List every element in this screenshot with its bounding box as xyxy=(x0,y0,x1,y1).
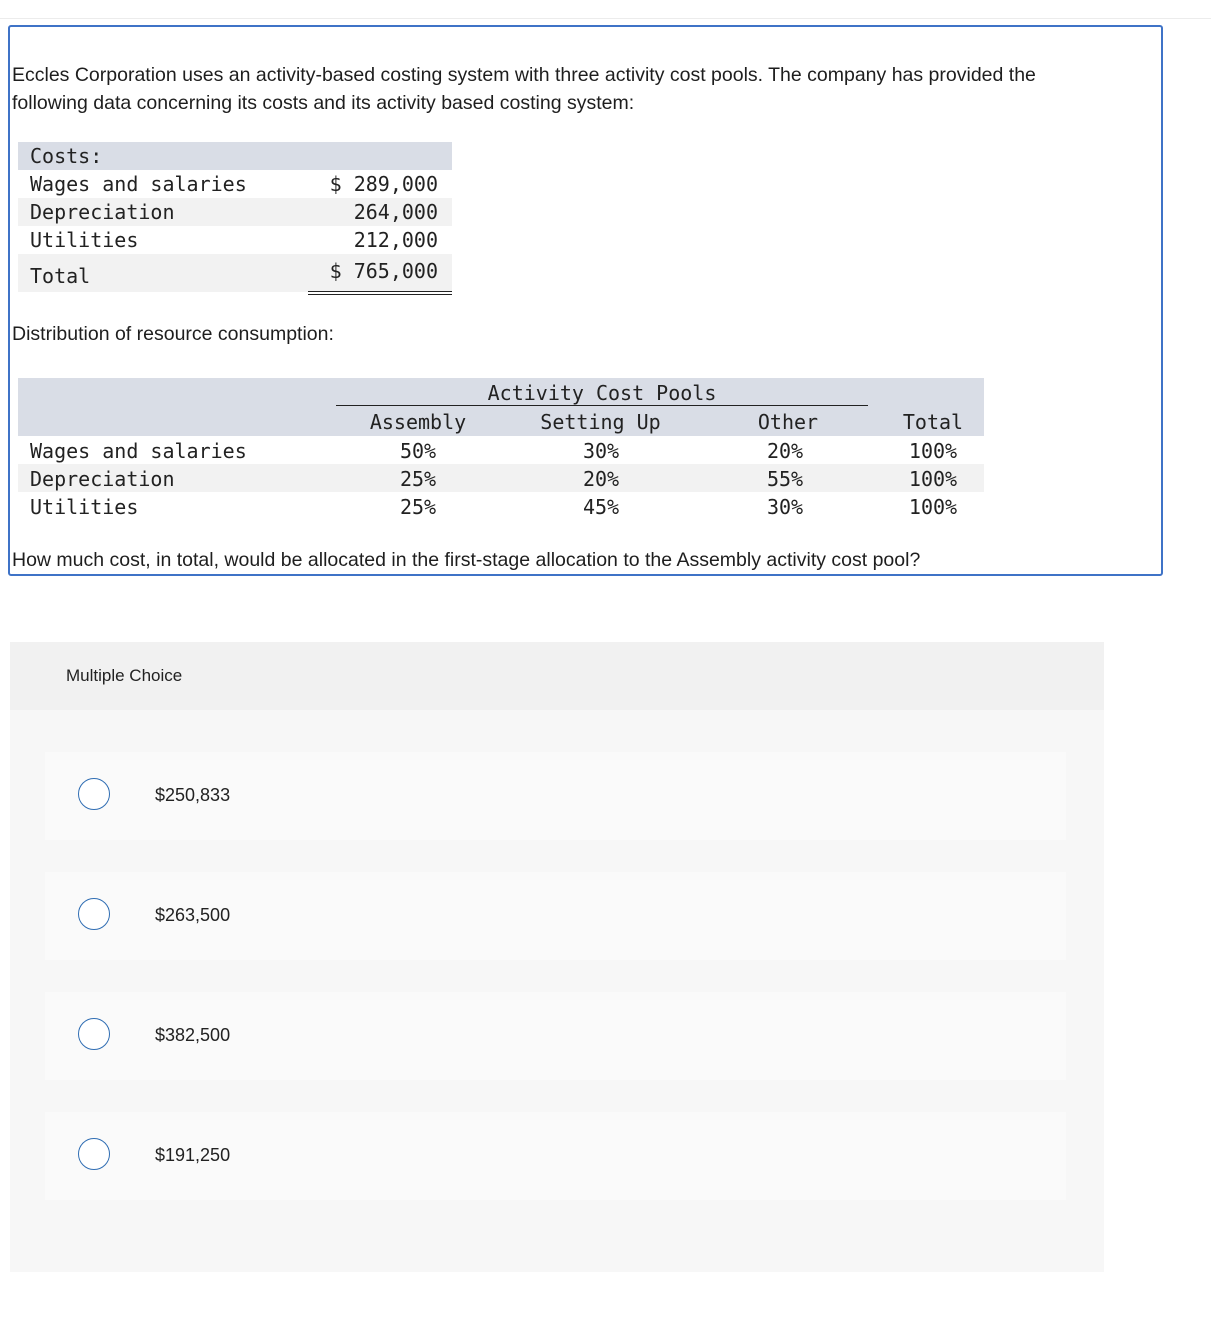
cell-setting-up: 20% xyxy=(582,467,620,491)
table-row xyxy=(18,226,452,254)
cell-total: 100% xyxy=(908,439,958,463)
answer-option[interactable] xyxy=(45,992,1066,1080)
table-row xyxy=(18,198,452,226)
radio-button[interactable] xyxy=(78,898,110,930)
total-double-rule-top xyxy=(308,291,452,292)
answer-option[interactable] xyxy=(45,752,1066,840)
cell-assembly: 25% xyxy=(399,495,437,519)
multiple-choice-header xyxy=(10,642,1104,710)
costs-table xyxy=(18,142,452,292)
table-group-header-row xyxy=(18,378,984,407)
radio-button[interactable] xyxy=(78,1018,110,1050)
answer-option-label[interactable]: $382,500 xyxy=(155,1025,231,1045)
cell-other: 30% xyxy=(766,495,804,519)
column-header-setting-up: Setting Up xyxy=(540,410,661,434)
costs-header: Costs: xyxy=(30,144,103,168)
cost-total-label: Total xyxy=(30,264,91,288)
cost-label: Wages and salaries xyxy=(30,172,247,196)
distribution-table xyxy=(18,378,984,520)
multiple-choice-panel xyxy=(10,642,1104,1272)
cost-amount: 264,000 xyxy=(353,200,438,224)
activity-cost-pools-header: Activity Cost Pools xyxy=(487,381,717,405)
multiple-choice-title: Multiple Choice xyxy=(66,666,183,685)
table-row xyxy=(18,436,984,464)
cost-label: Utilities xyxy=(30,228,139,252)
cell-setting-up: 45% xyxy=(582,495,620,519)
cost-label: Depreciation xyxy=(30,200,175,224)
table-header-row xyxy=(18,407,984,436)
answer-option-label[interactable]: $191,250 xyxy=(155,1145,231,1165)
total-double-rule-bottom xyxy=(308,294,452,295)
cost-total-amount: $ 765,000 xyxy=(329,259,438,283)
costs-total-row xyxy=(18,254,452,292)
table-row xyxy=(18,170,452,198)
cost-amount: 212,000 xyxy=(353,228,438,252)
table-row xyxy=(18,464,984,492)
cell-other: 20% xyxy=(766,439,804,463)
costs-header-row xyxy=(18,142,452,170)
cell-other: 55% xyxy=(766,467,804,491)
row-label: Depreciation xyxy=(30,467,175,491)
row-label: Wages and salaries xyxy=(30,439,247,463)
cost-amount: $ 289,000 xyxy=(329,172,438,196)
question-intro: Eccles Corporation uses an activity-based costing system with three activity cost pools. The company has provided the following data concerning its costs and its activity based costing system: xyxy=(12,64,1036,114)
column-header-total: Total xyxy=(902,410,964,434)
top-divider xyxy=(0,18,1211,19)
cell-assembly: 50% xyxy=(399,439,437,463)
cell-assembly: 25% xyxy=(399,467,437,491)
cell-total: 100% xyxy=(908,467,958,491)
column-header-assembly: Assembly xyxy=(369,410,467,434)
cell-total: 100% xyxy=(908,495,958,519)
cell-setting-up: 30% xyxy=(582,439,620,463)
table-row xyxy=(18,492,984,520)
radio-button[interactable] xyxy=(78,1138,110,1170)
answer-option[interactable] xyxy=(45,1112,1066,1200)
answer-option-label[interactable]: $263,500 xyxy=(155,905,231,925)
question-prompt: How much cost, in total, would be allocated in the first-stage allocation to the Assembly activity cost pool? xyxy=(12,549,921,571)
radio-button[interactable] xyxy=(78,778,110,810)
answer-option-label[interactable]: $250,833 xyxy=(155,785,231,805)
group-header-rule xyxy=(336,405,868,406)
row-label: Utilities xyxy=(30,495,139,519)
column-header-other: Other xyxy=(757,410,819,434)
question-panel xyxy=(8,25,1163,576)
distribution-label: Distribution of resource consumption: xyxy=(12,323,334,345)
answer-option[interactable] xyxy=(45,872,1066,960)
